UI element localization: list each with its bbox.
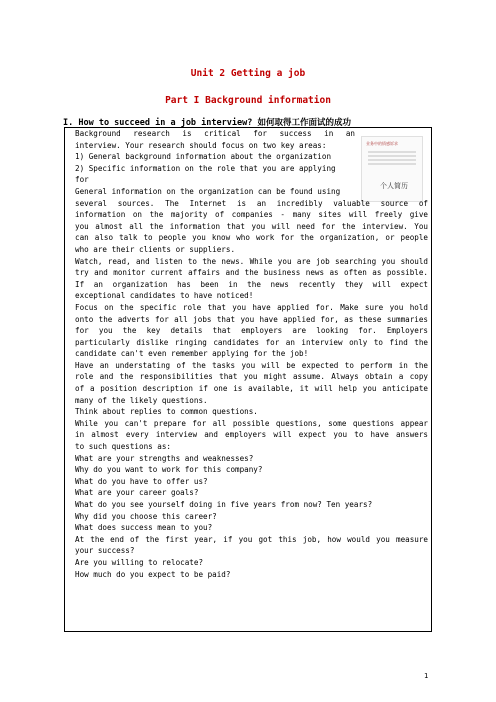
text-line: your success?	[75, 546, 135, 556]
content-box	[64, 127, 432, 632]
text-line: At the end of the first year, if you got this job, how would you measure	[75, 534, 428, 544]
text-line: 2) Specific information on the role that you are applying	[75, 163, 336, 173]
text-line: exceptional candidates to have noticed!	[75, 291, 254, 301]
text-line: many of the likely questions.	[75, 395, 208, 405]
text-line: for	[75, 175, 89, 185]
text-line: candidate can't even remember applying for the job!	[75, 349, 309, 359]
text-line: several sources. The Internet is an incredibly valuable source of	[75, 198, 428, 208]
section-heading: I. How to succeed in a job interview? 如何取得工作面试的成功	[63, 118, 351, 128]
text-line: information on the majority of companies - many sites will freely give	[75, 210, 428, 220]
text-line: While you can't prepare for all possible questions, some questions appear	[75, 418, 428, 428]
text-line: What do you see yourself doing in five years from now? Ten years?	[75, 500, 373, 509]
text-line: Why do you want to work for this company?	[75, 465, 263, 475]
text-line: What are your strengths and weaknesses?	[75, 453, 254, 463]
text-line: in almost every interview and employers will expect you to have answers	[75, 430, 428, 440]
text-line: you almost all the information that you will need for the interview. You	[75, 221, 428, 231]
article-text	[75, 128, 428, 580]
cover-top-text: 业务中的情感诉求	[366, 141, 398, 146]
text-line: Focus on the specific role that you have applied for. Make sure you hold	[75, 302, 428, 312]
text-line: What are your career goals?	[75, 488, 199, 498]
text-line: What does success mean to you?	[75, 523, 213, 533]
text-line: who are their clients or suppliers.	[75, 244, 236, 254]
text-line: can also talk to people you know who work for the organization, or people	[75, 233, 428, 243]
text-line: interview. Your research should focus on two key areas:	[75, 140, 327, 150]
text-line: Think about replies to common questions.	[75, 407, 258, 417]
text-line: particularly dislike ringing candidates for an interview only to find the	[75, 337, 428, 347]
unit-title: Unit 2 Getting a job	[190, 68, 306, 79]
text-line: role and the responsibilities that you might assume. Always obtain a copy	[75, 372, 428, 382]
text-line: Watch, read, and listen to the news. While you are job searching you should	[75, 256, 428, 266]
part-title: Part I Background information	[165, 95, 331, 106]
text-line: If an organization has been in the news recently they will expect	[75, 279, 428, 289]
cover-bottom-text: 个人简历	[380, 182, 408, 190]
text-line: Background research is critical for success in an	[75, 129, 355, 138]
page-number: 1	[424, 672, 429, 680]
text-line: for you the key details that employers are looking for. Employers	[75, 326, 428, 336]
text-line: of a position description if one is available, it will help you anticipate	[75, 384, 428, 394]
text-line: Have an understating of the tasks you will be expected to perform in the	[75, 360, 428, 370]
text-line: try and monitor current affairs and the business news as often as possible.	[75, 268, 428, 278]
text-line: General information on the organization can be found using	[75, 186, 341, 196]
text-line: to such questions as:	[75, 442, 172, 452]
text-line: 1) General background information about the organization	[75, 152, 332, 162]
text-line: Why did you choose this career?	[75, 511, 217, 521]
text-line: Are you willing to relocate?	[75, 557, 204, 567]
text-line: onto the adverts for all jobs that you have applied for, as these summaries	[75, 314, 428, 324]
text-line: How much do you expect to be paid?	[75, 569, 231, 579]
text-line: What do you have to offer us?	[75, 476, 208, 486]
